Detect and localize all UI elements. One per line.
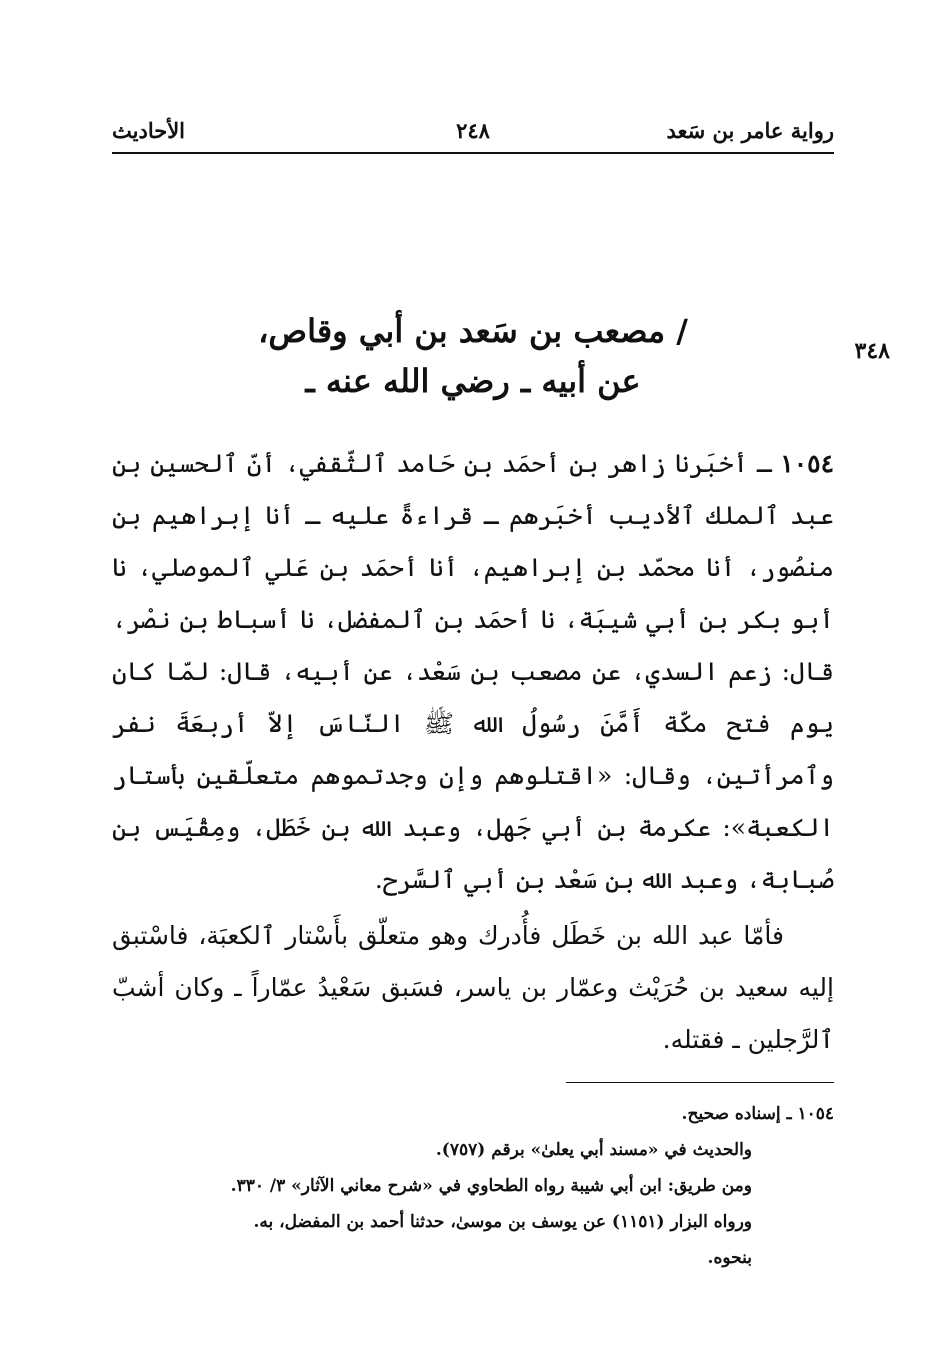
commentary-paragraph: فأمّا عبد الله بن خَطَل فأُدرك وهو متعلّق بأَسْتار ٱلكعبَة، فاسْتبق إليه سعيد بن حُرَيْث وعمّار بن ياسر، فسَبق سَعْيدُ عمّاراً ـ وكان أشبّ ٱلرَّجلين ـ فقتله. (112, 921, 834, 1054)
header-rule (112, 152, 834, 154)
footnote-rule (566, 1082, 834, 1083)
footnote-5: بنحوه. (707, 1248, 752, 1268)
hadith-paragraph (112, 438, 834, 906)
page-number: ٢٤٨ (456, 118, 490, 143)
header-section-title: الأحاديث (112, 118, 186, 143)
footnotes (112, 1096, 834, 1276)
section-title-line-2: عن أبيه ـ رضي الله عنه ـ (305, 362, 641, 400)
running-header (112, 112, 834, 156)
margin-number: ٣٤٨ (854, 338, 890, 364)
footnote-3: ومن طريق: ابن أبي شيبة رواه الطحاوي في «شرح معاني الآثار» ٣/ ٣٣٠. (230, 1176, 752, 1196)
footnote-2: والحديث في «مسند أبي يعلىٰ» برقم (٧٥٧). (435, 1140, 752, 1160)
section-title (112, 306, 834, 406)
header-chapter-title: رواية عامر بن سَعد (666, 118, 834, 143)
footnote-4: ورواه البزار (١١٥١) عن يوسف بن موسىٰ، حدثنا أحمد بن المفضل، به. (253, 1212, 752, 1232)
footnote-1: ١٠٥٤ ـ إسناده صحيح. (681, 1104, 834, 1124)
section-title-line-1: / مصعب بن سَعد بن أبي وقاص، (258, 312, 688, 350)
hadith-number: ١٠٥٤ (780, 449, 834, 478)
hadith-text: ـ أخبَرنا زاهر بن أحمَد بن حَامد ٱلثّقفي، أنّ ٱلحسين بن عبد ٱلملك ٱلأديب أخبَرهم ـ قراءةً عليه ـ أنا إبراهيم بن منصُور، أنا محمّد بن إبراهيم، أنا أحمَد بن عَلي ٱلموصلي، نا أبو بكر بن أبي شيبَة، نا أحمَد بن ٱلمفضل، نا أسباط بن نصْر، قال: زعم السدي، عن مصعب بن سَعْد، عن أبيه، قال: لمّا كان يوم فتح مكّة أَمَّنَ رسُولُ الله ﷺ النّاسَ إلاّ أربعَةَ نفر وٱمرأتين، وقال: «اقتلوهم وإن وجدتموهم متعلّقين بأستار الكعبة»: عكرمة بن أبي جَهل، وعبد الله بن خَطَل، ومِقْيَس بن صُبابة، وعبد الله بن سَعْد بن أبي ٱلسَّرح. (112, 449, 834, 894)
